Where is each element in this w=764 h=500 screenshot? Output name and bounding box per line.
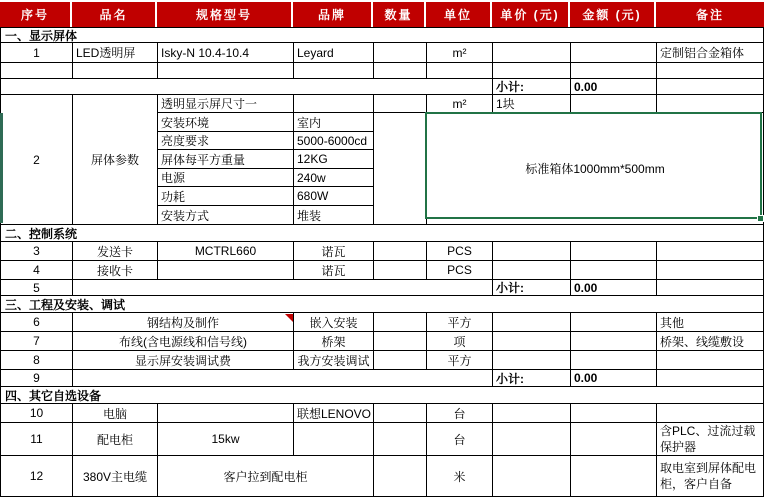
param-label[interactable]: 屏体每平方重量: [158, 150, 294, 169]
cell-empty[interactable]: [657, 79, 764, 95]
param-labels-column: [158, 95, 294, 225]
cell-row8-name[interactable]: 显示屏安装调试费: [73, 351, 294, 370]
cell-empty[interactable]: [73, 280, 493, 296]
cell-row1-qty[interactable]: [374, 43, 427, 63]
cell-row10-name[interactable]: 电脑: [73, 404, 158, 423]
header-cell-name[interactable]: 品名: [72, 2, 157, 27]
cell-row6-name[interactable]: 钢结构及制作: [73, 313, 294, 332]
cell-row7-no[interactable]: 7: [1, 332, 73, 351]
cell-row4-unit[interactable]: PCS: [427, 261, 493, 280]
cell-row1-price[interactable]: [493, 43, 571, 63]
param-label[interactable]: 安装方式: [158, 206, 294, 225]
cell-empty[interactable]: [571, 404, 657, 423]
header-row: [0, 0, 764, 28]
cell-empty[interactable]: [571, 63, 657, 79]
param-label[interactable]: 电源: [158, 169, 294, 187]
merged-note-cell[interactable]: 标准箱体1000mm*500mm: [427, 113, 764, 225]
cell-empty[interactable]: [493, 404, 571, 423]
subtotal2-value[interactable]: 0.00: [571, 280, 657, 296]
cell-empty[interactable]: [374, 313, 427, 332]
cell-row2-name[interactable]: 屏体参数: [73, 95, 158, 225]
param-value[interactable]: 680W: [294, 187, 374, 206]
cell-row2-no[interactable]: 2: [1, 95, 73, 225]
header-cell-price[interactable]: 单价 (元): [492, 2, 570, 27]
cell-row1-brand[interactable]: Leyard: [294, 43, 374, 63]
cell-empty[interactable]: [374, 95, 427, 113]
cell-row11-no[interactable]: 11: [1, 423, 73, 456]
subtotal-row-2: [1, 280, 764, 296]
cell-row8-brand[interactable]: 我方安装调试: [294, 351, 374, 370]
cell-row10-brand[interactable]: 联想LENOVO: [294, 404, 374, 423]
cell-row7-name[interactable]: 布线(含电源线和信号线): [73, 332, 294, 351]
subtotal2-no[interactable]: 5: [1, 280, 73, 296]
cell-empty[interactable]: [73, 63, 158, 79]
param-value[interactable]: 5000-6000cd: [294, 132, 374, 150]
cell-empty[interactable]: [374, 423, 427, 456]
cell-empty[interactable]: [571, 313, 657, 332]
cell-empty[interactable]: [427, 63, 493, 79]
subtotal1-label[interactable]: 小计:: [493, 79, 571, 95]
subtotal1-value[interactable]: 0.00: [571, 79, 657, 95]
cell-row8-unit[interactable]: 平方: [427, 351, 493, 370]
cell-empty[interactable]: [158, 63, 294, 79]
cell-row6-remark[interactable]: 其他: [657, 313, 764, 332]
cell-row11-unit[interactable]: 台: [427, 423, 493, 456]
param-value[interactable]: 室内: [294, 113, 374, 132]
cell-row12-name[interactable]: 380V主电缆: [73, 456, 158, 497]
cell-empty[interactable]: [657, 370, 764, 387]
table-row: [1, 332, 764, 351]
cell-empty[interactable]: [374, 351, 427, 370]
cell-empty[interactable]: [657, 95, 764, 113]
param-value[interactable]: [294, 95, 374, 113]
cell-row10-remark[interactable]: [657, 404, 764, 423]
cell-row3-name[interactable]: 发送卡: [73, 242, 158, 261]
cell-empty[interactable]: [294, 63, 374, 79]
subtotal-row-1: [1, 79, 764, 95]
cell-row7-brand[interactable]: 桥架: [294, 332, 374, 351]
cell-empty[interactable]: [571, 351, 657, 370]
cell-row1-amount[interactable]: [571, 43, 657, 63]
table-row: [1, 313, 764, 332]
cell-empty[interactable]: [493, 313, 571, 332]
cell-empty[interactable]: [493, 351, 571, 370]
cell-empty[interactable]: [571, 332, 657, 351]
cell-row3-no[interactable]: 3: [1, 242, 73, 261]
cell-row1-spec[interactable]: Isky-N 10.4-10.4: [158, 43, 294, 63]
cell-empty[interactable]: [571, 242, 657, 261]
cell-empty[interactable]: [657, 242, 764, 261]
header-cell-unit[interactable]: 单位: [426, 2, 492, 27]
cell-empty[interactable]: [493, 242, 571, 261]
cell-row10-unit[interactable]: 台: [427, 404, 493, 423]
cell-empty[interactable]: [571, 456, 657, 497]
table-row: [1, 43, 764, 63]
table-row: [1, 351, 764, 370]
cell-row11-name[interactable]: 配电柜: [73, 423, 158, 456]
table-row: [1, 456, 764, 497]
table-body: [0, 28, 764, 497]
cell-empty[interactable]: [1, 79, 493, 95]
cell-row7-unit[interactable]: 项: [427, 332, 493, 351]
cell-empty[interactable]: [657, 280, 764, 296]
subtotal2-label[interactable]: 小计:: [493, 280, 571, 296]
cell-empty[interactable]: [571, 95, 657, 113]
header-cell-remark[interactable]: 备注: [656, 2, 764, 27]
header-cell-qty[interactable]: 数量: [373, 2, 426, 27]
param-value[interactable]: 12KG: [294, 150, 374, 169]
cell-row11-remark[interactable]: 含PLC、过流过载保护器: [657, 423, 764, 456]
cell-row12-unit[interactable]: 米: [427, 456, 493, 497]
cell-empty[interactable]: [374, 242, 427, 261]
cell-empty[interactable]: [374, 63, 427, 79]
param-label[interactable]: 透明显示屏尺寸一: [158, 95, 294, 113]
cell-row4-spec[interactable]: [158, 261, 294, 280]
cell-empty[interactable]: [657, 63, 764, 79]
param-value[interactable]: 堆装: [294, 206, 374, 225]
cell-empty[interactable]: [493, 456, 571, 497]
cell-row10-no[interactable]: 10: [1, 404, 73, 423]
header-cell-brand[interactable]: 品牌: [293, 2, 373, 27]
param-values-column: [294, 95, 374, 225]
cell-row6-brand[interactable]: 嵌入安装: [294, 313, 374, 332]
cell-row12-spec-brand[interactable]: 客户拉到配电柜: [158, 456, 374, 497]
cell-row12-remark[interactable]: 取电室到屏体配电柜，客户自备: [657, 456, 764, 497]
cell-row10-spec[interactable]: [158, 404, 294, 423]
table-row-empty: [1, 63, 764, 79]
header-cell-no[interactable]: 序号: [0, 2, 72, 27]
cell-empty[interactable]: [1, 63, 73, 79]
cell-row11-brand[interactable]: [294, 423, 374, 456]
selection-fill-handle[interactable]: [757, 215, 764, 222]
header-cell-spec[interactable]: 规格型号: [157, 2, 293, 27]
cell-row3-brand[interactable]: 诺瓦: [294, 242, 374, 261]
cell-empty[interactable]: [374, 261, 427, 280]
cell-row3-spec[interactable]: MCTRL660: [158, 242, 294, 261]
cell-row4-name[interactable]: 接收卡: [73, 261, 158, 280]
param-label[interactable]: 亮度要求: [158, 132, 294, 150]
cell-row6-unit[interactable]: 平方: [427, 313, 493, 332]
cell-row4-no[interactable]: 4: [1, 261, 73, 280]
qty-column: [374, 95, 427, 225]
cell-row11-spec[interactable]: 15kw: [158, 423, 294, 456]
param-label[interactable]: 功耗: [158, 187, 294, 206]
cell-row4-brand[interactable]: 诺瓦: [294, 261, 374, 280]
section1-title[interactable]: 一、显示屏体: [1, 28, 764, 43]
subtotal3-no[interactable]: 9: [1, 370, 73, 387]
cell-empty[interactable]: [493, 63, 571, 79]
cell-row8-remark[interactable]: [657, 351, 764, 370]
cell-row1-remark[interactable]: 定制铝合金箱体: [657, 43, 764, 63]
subtotal-row-3: [1, 370, 764, 387]
cell-params-price[interactable]: 1块: [493, 95, 571, 113]
cell-row12-no[interactable]: 12: [1, 456, 73, 497]
section3-title[interactable]: 三、工程及安装、调试: [1, 296, 764, 313]
section2-title[interactable]: 二、控制系统: [1, 225, 764, 242]
table-row: [1, 404, 764, 423]
subtotal3-value[interactable]: 0.00: [571, 370, 657, 387]
cell-empty[interactable]: [571, 423, 657, 456]
table-row: [1, 423, 764, 456]
cell-empty[interactable]: [374, 404, 427, 423]
cell-row1-unit[interactable]: m²: [427, 43, 493, 63]
cell-row3-unit[interactable]: PCS: [427, 242, 493, 261]
cell-params-unit[interactable]: m²: [427, 95, 493, 113]
cell-empty[interactable]: [374, 456, 427, 497]
row-selection-indicator: [0, 113, 3, 223]
cell-empty[interactable]: [571, 261, 657, 280]
subtotal3-label[interactable]: 小计:: [493, 370, 571, 387]
cell-row7-remark[interactable]: 桥架、线缆敷设: [657, 332, 764, 351]
table-row: [1, 261, 764, 280]
cell-empty[interactable]: [73, 370, 493, 387]
param-label[interactable]: 安装环境: [158, 113, 294, 132]
comment-marker-icon: [285, 314, 293, 322]
screen-params-row: [1, 95, 764, 225]
cell-row1-no[interactable]: 1: [1, 43, 73, 63]
cell-empty[interactable]: [374, 332, 427, 351]
param-value[interactable]: 240w: [294, 169, 374, 187]
cell-empty[interactable]: [374, 113, 427, 225]
section4-title[interactable]: 四、其它自选设备: [1, 387, 764, 404]
cell-empty[interactable]: [493, 332, 571, 351]
cell-empty[interactable]: [493, 423, 571, 456]
cell-empty[interactable]: [493, 261, 571, 280]
params-right-region: [427, 95, 764, 225]
cell-row1-name[interactable]: LED透明屏: [73, 43, 158, 63]
cell-row8-no[interactable]: 8: [1, 351, 73, 370]
table-row: [1, 242, 764, 261]
cell-empty[interactable]: [657, 261, 764, 280]
cell-row6-no[interactable]: 6: [1, 313, 73, 332]
header-cell-amount[interactable]: 金额 (元): [570, 2, 656, 27]
